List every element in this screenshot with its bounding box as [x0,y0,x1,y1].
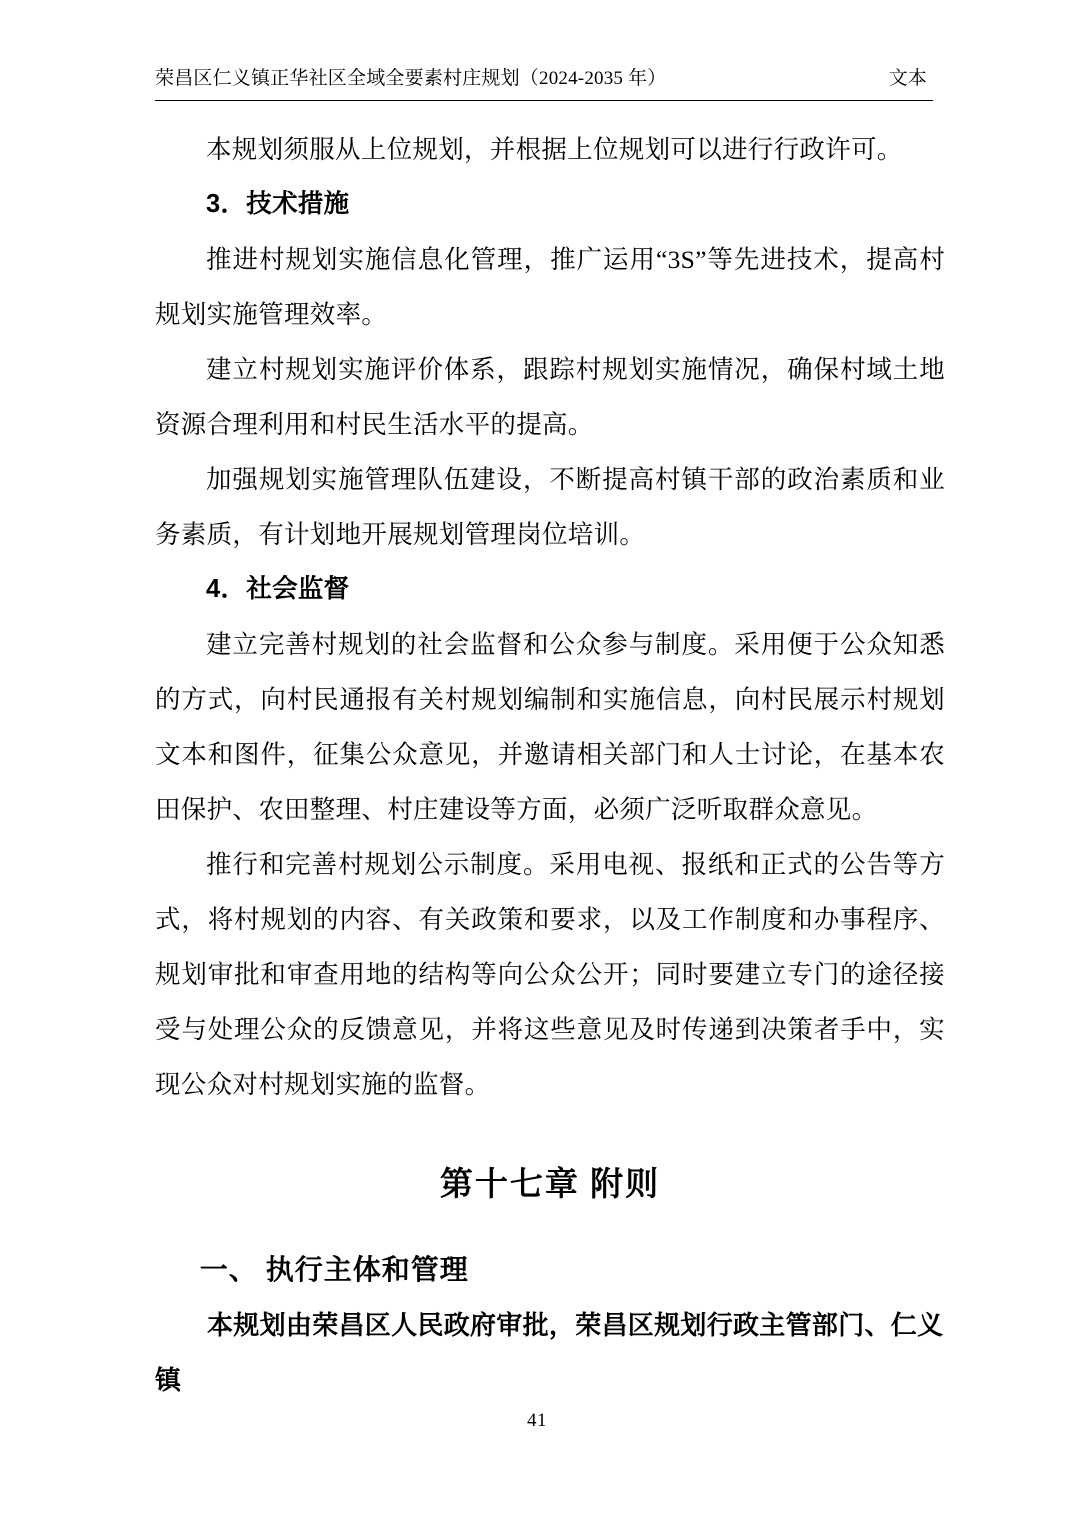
header-title-left: 荣昌区仁义镇正华社区全域全要素村庄规划（2024-2035 年） [155,68,667,89]
paragraph-5: 建立完善村规划的社会监督和公众参与制度。采用便于公众知悉的方式，向村民通报有关村规划编制和实施信息，向村民展示村规划文本和图件，征集公众意见，并邀请相关部门和人士讨论，在基本农田保护、农田整理、村庄建设等方面，必须广泛听取群众意见。 [155,630,945,824]
paragraph-2: 推进村规划实施信息化管理，推广运用“3S”等先进技术，提高村规划实施管理效率。 [155,245,945,329]
section-paragraph: 本规划由荣昌区人民政府审批，荣昌区规划行政主管部门、仁义镇 [155,1311,944,1395]
heading-technical-measures: 3．技术措施 [206,190,350,218]
paragraph-1: 本规划须服从上位规划，并根据上位规划可以进行行政许可。 [206,135,903,164]
paragraph-6: 推行和完善村规划公示制度。采用电视、报纸和正式的公告等方式，将村规划的内容、有关政策和要求，以及工作制度和办事程序、规划审批和审查用地的结构等向公众公开；同时要建立专门的途径接受与处理公众的反馈意见，并将这些意见及时传递到决策者手中，实现公众对村规划实施的监督。 [155,850,945,1099]
header-title-right: 文本 [888,68,927,89]
page-number: 41 [527,1410,547,1431]
paragraph-3: 建立村规划实施评价体系，跟踪村规划实施情况，确保村域土地资源合理利用和村民生活水平的提高。 [155,355,945,439]
page-content [155,122,945,1408]
section-title: 一、 执行主体和管理 [199,1255,469,1286]
chapter-title: 第十七章 附则 [439,1167,661,1203]
heading-social-supervision: 4．社会监督 [206,575,350,603]
paragraph-4: 加强规划实施管理队伍建设，不断提高村镇干部的政治素质和业务素质，有计划地开展规划管理岗位培训。 [155,465,945,549]
page-header [155,68,933,101]
